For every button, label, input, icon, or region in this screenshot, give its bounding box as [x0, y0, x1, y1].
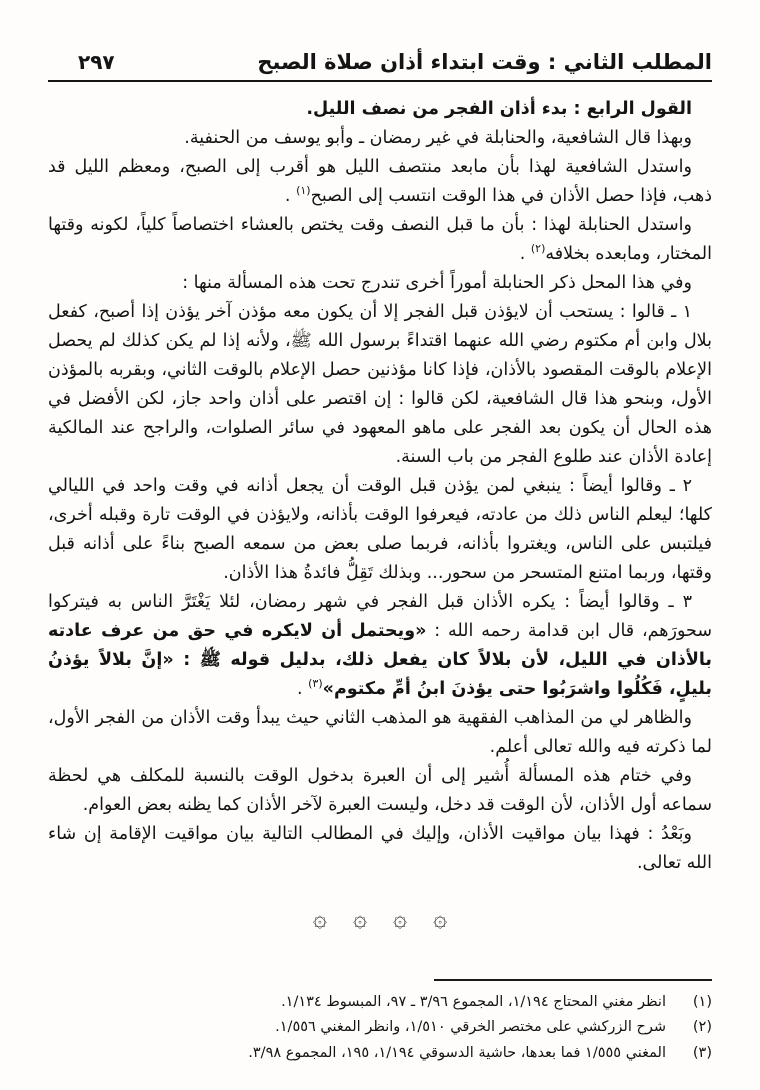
text-run: ٣ ـ وقالوا أيضاً : يكره الأذان قبل الفجر في شهر رمضان، لئلا يَغْتَرَّ الناس به فيتركوا سحورَهم، قال ابن قدامة رحمه الله :: [48, 592, 712, 641]
rosette-ornament-icon: ۞: [352, 904, 367, 932]
paragraph: [48, 298, 712, 472]
rosette-ornament-icon: ۞: [433, 904, 448, 932]
text-run: وفي هذا المحل ذكر الحنابلة أموراً أخرى تندرج تحت هذه المسألة منها :: [182, 273, 692, 293]
footnote-marker: (٣): [692, 1044, 712, 1061]
footnote-list: [48, 990, 712, 1067]
text-run: واستدل الشافعية لهذا بأن مابعد منتصف الليل هو أقرب إلى الصبح، ومعظم الليل قد ذهب، فإذا حصل الأذان في هذا الوقت انتسب إلى الصبح: [48, 157, 712, 206]
text-run: والظاهر لي من المذاهب الفقهية هو المذهب الثاني حيث يبدأ وقت الأذان من الفجر الأول، لما ذكرته فيه والله تعالى أعلم.: [48, 708, 712, 757]
text-run: القول الرابع : بدء أذان الفجر من نصف الليل.: [306, 99, 692, 119]
paragraph: [48, 820, 712, 878]
paragraph: [48, 211, 712, 269]
text-run: .: [284, 186, 297, 206]
footnote: [48, 1015, 712, 1041]
footnote-text: المغني ١/٥٥٥ فما بعدها، حاشية الدسوقي ١/١٩٤، ١٩٥، المجموع ٣/٩٨.: [248, 1044, 666, 1061]
page-number: ٢٩٧: [78, 50, 115, 74]
footnote: [48, 1041, 712, 1067]
text-run: .: [296, 679, 309, 699]
text-run: ٢ ـ وقالوا أيضاً : ينبغي لمن يؤذن قبل الوقت أن يجعل أذانه في وقت واحد في الليالي كلها؛ ليعلم الناس ذلك من عادته، فيعرفوا الوقت بأذانه، ولايؤذن في الوقت تارة وقبله أخرى، فيلتبس على الناس، ويغتروا بأذانه، فربما صلى بعض من سمعه الصبح بناءً على أذانه قبل وقتها، وربما امتنع المتسحر من سحور... وبذلك تَقِلُّ فائدةُ هذا الأذان.: [48, 476, 712, 583]
footnotes-section: [48, 979, 712, 1067]
paragraph: [48, 588, 712, 704]
page-header: [48, 0, 712, 82]
paragraph: [48, 472, 712, 588]
footnote-separator: [434, 979, 712, 981]
body-text: [48, 95, 712, 878]
ornament-row: [0, 904, 760, 932]
text-run: وبهذا قال الشافعية، والحنابلة في غير رمضان ـ وأبو يوسف من الحنفية.: [184, 128, 692, 148]
rosette-ornament-icon: ۞: [312, 904, 327, 932]
paragraph: [48, 124, 712, 153]
footnote: [48, 990, 712, 1016]
paragraph: [48, 704, 712, 762]
paragraph: [48, 269, 712, 298]
footnote-ref: (٢): [530, 242, 546, 256]
footnote-text: انظر مغني المحتاج ١/١٩٤، المجموع ٣/٩٦ ـ ٩٧، المبسوط ١/١٣٤.: [281, 993, 666, 1010]
heading-fourth-opinion: [48, 95, 712, 124]
paragraph: [48, 153, 712, 211]
footnote-text: شرح الزركشي على مختصر الخرقي ١/٥١٠، وانظر المغني ١/٥٥٦.: [275, 1019, 666, 1035]
running-head-title: المطلب الثاني : وقت ابتداء أذان صلاة الصبح: [257, 50, 712, 74]
text-run: .: [519, 244, 531, 264]
text-run: ١ ـ قالوا : يستحب أن لايؤذن قبل الفجر إلا أن يكون معه مؤذن آخر يؤذن إذا أصبح، كفعل بلال وابن أم مكتوم رضي الله عنهما اقتداءً برسول الله ﷺ، ولأنه إذا لم يكن كذلك لم يحصل الإعلام بالوقت المقصود بالأذان، فإذا كانا مؤذنين حصل الإعلام بالوقت الثاني، وبقربه بالمؤذن الأول، وبنحو هذا قال الشافعية، لكن قالوا : إن اقتصر على أذان واحد جاز، لكن الأفضل في هذه الحال أن يكون بعد الفجر على ماهو المعهود في سائر الصلوات، والراجح عند المالكية إعادة الأذان عند طلوع الفجر من باب السنة.: [48, 302, 712, 467]
rosette-ornament-icon: ۞: [393, 904, 408, 932]
text-run: «ويحتمل أن لايكره في حق من عرف عادته بالأذان في الليل، لأن بلالاً كان يفعل ذلك، بدليل قوله ﷺ : «إنَّ بلالاً يؤذنُ بليلٍ، فَكُلُوا واشرَبُوا حتى يؤذنَ ابنُ أمِّ مكتوم»: [48, 621, 712, 699]
paragraph: [48, 762, 712, 820]
text-run: وبَعْدُ : فهذا بيان مواقيت الأذان، وإليك في المطالب التالية بيان مواقيت الإقامة إن شاء الله تعالى.: [48, 824, 712, 873]
footnote-ref: (١): [296, 184, 311, 198]
footnote-marker: (٢): [692, 1019, 712, 1035]
text-run: وفي ختام هذه المسألة أُشير إلى أن العبرة بدخول الوقت بالنسبة للمكلف هي لحظة سماعه أول الأذان، لأن الوقت قد دخل، وليست العبرة لآخر الأذان كما يظنه بعض العوام.: [48, 766, 712, 815]
footnote-ref: (٣): [308, 677, 323, 691]
footnote-marker: (١): [692, 993, 712, 1010]
text-run: واستدل الحنابلة لهذا : بأن ما قبل النصف وقت يختص بالعشاء اختصاصاً كلياً، لكونه وقتها المختار، ومابعده بخلافه: [48, 215, 712, 264]
